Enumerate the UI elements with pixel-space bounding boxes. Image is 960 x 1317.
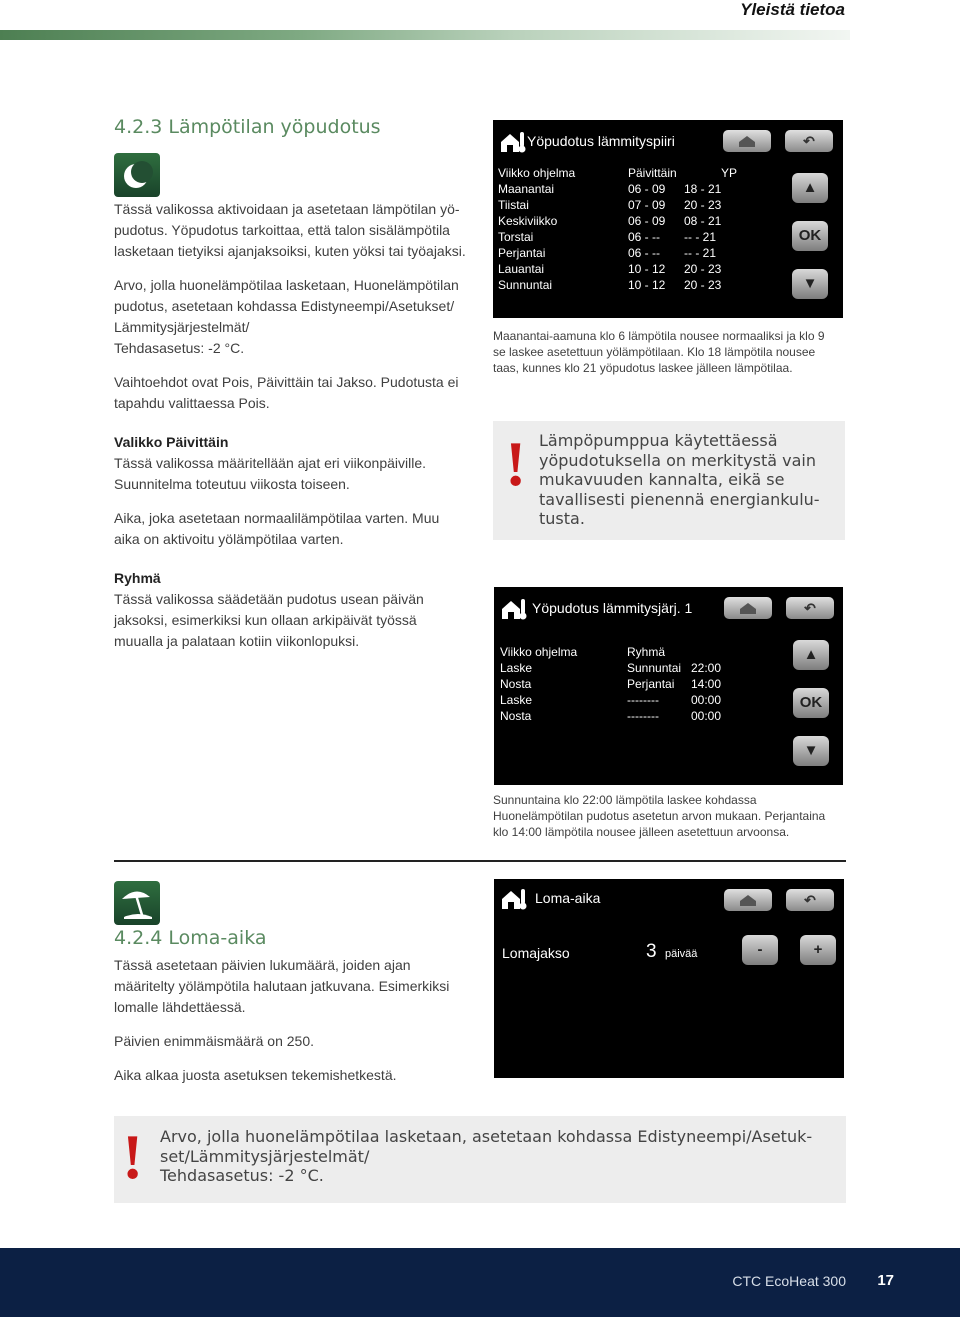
schedule-cell-b: -- - 21	[684, 230, 717, 244]
back-button[interactable]	[786, 889, 834, 911]
text-line: Tässä valikossa määritellään ajat eri viikonpäiville.	[114, 455, 427, 471]
moon-icon	[114, 153, 160, 197]
house-icon	[737, 134, 757, 148]
group-cell-day: Sunnuntai	[627, 661, 682, 675]
schedule-cell-b: 20 - 23	[684, 278, 722, 292]
text-line: lasketaan tietyiksi ajanjaksoiksi, kuten yöksi tai työajaksi.	[114, 243, 466, 259]
subheading-group: Ryhmä	[114, 570, 161, 586]
footer-brand: CTC EcoHeat 300	[732, 1273, 846, 1289]
schedule-cell-day: Sunnuntai	[498, 278, 553, 292]
home-button[interactable]	[724, 889, 772, 911]
caption-line: Huonelämpötilan pudotus asetetun arvon mukaan. Perjantaina	[493, 809, 826, 823]
schedule-cell-day: Tiistai	[498, 198, 529, 212]
caption-line: se laskee asetettuun yölämpötilaan. Klo 18 lämpötila nousee	[493, 345, 816, 359]
caption-group	[493, 792, 845, 840]
caption-line: klo 14:00 lämpötila nousee jälleen asetettuun arvoonsa.	[493, 825, 790, 839]
group-cell-day: --------	[627, 693, 659, 707]
text-line: muualla ja palataan kotiin viikonlopuksi.	[114, 633, 360, 649]
house-icon	[738, 601, 758, 615]
schedule-cell-b: 08 - 21	[684, 214, 722, 228]
schedule-cell-a: 06 - 09	[628, 182, 666, 196]
grid-header-left: Viikko ohjelma	[498, 166, 576, 180]
group-cell-label: Laske	[500, 661, 533, 675]
screen-title: Loma-aika	[535, 890, 601, 906]
screen-nightsetback-group	[494, 587, 843, 785]
header-green-bar	[0, 30, 850, 40]
text-line: Aika, joka asetetaan normaalilämpötilaa varten. Muu	[114, 510, 440, 526]
group-cell-time: 22:00	[691, 661, 722, 675]
grid-header-right: YP	[721, 166, 738, 180]
group-cell-day: Perjantai	[627, 677, 675, 691]
screen-header	[494, 587, 843, 627]
text-line: tapahdu valittaessa Pois.	[114, 395, 270, 411]
down-button[interactable]: ▼	[793, 736, 829, 766]
schedule-cell-day: Maanantai	[498, 182, 555, 196]
grid-header-mid: Ryhmä	[627, 645, 666, 659]
note-box-heatpump	[493, 421, 845, 540]
screen-holiday	[494, 879, 844, 1078]
ok-button[interactable]: OK	[792, 221, 828, 251]
ok-button[interactable]: OK	[793, 688, 829, 718]
subheading-daily: Valikko Päivittäin	[114, 434, 229, 450]
caption-line: Maanantai-aamuna klo 6 lämpötila nousee normaaliksi ja klo 9	[493, 329, 825, 343]
up-button[interactable]: ▲	[792, 173, 828, 203]
schedule-cell-a: 07 - 09	[628, 198, 666, 212]
text-line: pudotus, asetetaan kohdassa Edistyneempi/Asetukset/	[114, 298, 455, 314]
text-line: Tässä valikossa aktivoidaan ja asetetaan lämpötilan yö-	[114, 201, 460, 217]
text-line: Arvo, jolla huonelämpötilaa lasketaan, Huonelämpötilan	[114, 277, 459, 293]
note-text	[539, 431, 820, 529]
screen-nightsetback-daily	[493, 120, 843, 318]
plus-button[interactable]: +	[800, 935, 836, 965]
back-button[interactable]: ↶	[786, 597, 834, 619]
warning-icon: !	[122, 1121, 144, 1192]
text-line: Aika alkaa juosta asetuksen tekemishetkestä.	[114, 1067, 397, 1083]
warning-icon: !	[505, 428, 527, 499]
beach-umbrella-icon	[114, 881, 160, 925]
text-line: Tässä valikossa säädetään pudotus usean päivän	[114, 591, 424, 607]
group-cell-label: Laske	[500, 693, 533, 707]
text-line: Lämmitysjärjestelmät/	[114, 319, 250, 335]
page-footer	[0, 1248, 960, 1317]
note-line: yöpudotuksella on merkitystä vain	[539, 450, 816, 470]
schedule-cell-day: Torstai	[498, 230, 534, 244]
minus-button[interactable]: -	[742, 935, 778, 965]
home-button[interactable]	[724, 597, 772, 619]
page-number: 17	[877, 1272, 894, 1289]
schedule-cell-b: 18 - 21	[684, 182, 722, 196]
note-line: Arvo, jolla huonelämpötilaa lasketaan, asetetaan kohdassa Edistyneempi/Asetuk-	[160, 1127, 813, 1146]
holiday-value: 3	[646, 941, 657, 962]
schedule-cell-day: Lauantai	[498, 262, 545, 276]
text-line: määritelty yölämpötila halutaan jatkuvana. Esimerkiksi	[114, 978, 450, 994]
schedule-cell-a: 06 - 09	[628, 214, 666, 228]
text-line: jaksoksi, esimerkiksi kun ollaan arkipäivät työssä	[114, 612, 417, 628]
note-line: tavallisesti pienennä energiankulu-	[539, 489, 820, 509]
house-thermometer-icon	[500, 887, 528, 911]
schedule-cell-day: Perjantai	[498, 246, 546, 260]
holiday-label: Lomajakso	[502, 945, 570, 961]
screen-title: Yöpudotus lämmitysjärj. 1	[532, 600, 693, 616]
caption-daily	[493, 328, 845, 376]
house-thermometer-icon	[499, 130, 527, 154]
screen-header	[494, 879, 844, 919]
group-cell-day: --------	[627, 709, 659, 723]
grid-header-mid: Päivittäin	[628, 166, 677, 180]
schedule-cell-b: 20 - 23	[684, 198, 722, 212]
section-title-holiday: 4.2.4 Loma-aika	[114, 927, 267, 949]
caption-line: taas, kunnes klo 21 yöpudotus laskee jälleen lämpötilaa.	[493, 361, 793, 375]
back-button[interactable]: ↶	[785, 130, 833, 152]
text-line: Päivien enimmäismäärä on 250.	[114, 1033, 314, 1049]
section-424-body	[114, 955, 474, 1086]
section-title-nightsetback: 4.2.3 Lämpötilan yöpudotus	[114, 116, 381, 138]
text-line: lomalle lähdettäessä.	[114, 999, 246, 1015]
screen-header	[493, 120, 843, 160]
house-thermometer-icon	[500, 597, 528, 621]
text-line: Suunnitelma toteutuu viikosta toiseen.	[114, 476, 350, 492]
page-section-title: Yleistä tietoa	[740, 0, 845, 19]
schedule-cell-a: 10 - 12	[628, 262, 666, 276]
back-arrow-icon: ↶	[804, 892, 816, 908]
home-button[interactable]	[723, 130, 771, 152]
note-line: set/Lämmitysjärjestelmät/	[160, 1146, 370, 1166]
caption-line: Sunnuntaina klo 22:00 lämpötila laskee kohdassa	[493, 793, 757, 807]
note-box-factory-setting	[114, 1116, 846, 1203]
note-text	[160, 1127, 812, 1186]
section-423-body	[114, 199, 474, 652]
note-line: tusta.	[539, 509, 585, 528]
house-icon	[738, 893, 758, 907]
text-line: aika on aktivoitu yölämpötilaa varten.	[114, 531, 344, 547]
group-cell-label: Nosta	[500, 709, 532, 723]
grid-header-left: Viikko ohjelma	[500, 645, 578, 659]
screen-title: Yöpudotus lämmityspiiri	[527, 133, 675, 149]
group-cell-time: 14:00	[691, 677, 722, 691]
schedule-cell-a: 10 - 12	[628, 278, 666, 292]
note-line: Tehdasasetus: -2 °C.	[160, 1166, 324, 1185]
group-cell-label: Nosta	[500, 677, 532, 691]
group-cell-time: 00:00	[691, 693, 722, 707]
section-divider	[114, 860, 846, 862]
schedule-cell-b: -- - 21	[684, 246, 717, 260]
up-button[interactable]: ▲	[793, 640, 829, 670]
group-cell-time: 00:00	[691, 709, 722, 723]
text-line: Tässä asetetaan päivien lukumäärä, joiden ajan	[114, 957, 411, 973]
down-button[interactable]: ▼	[792, 269, 828, 299]
schedule-cell-a: 06 - --	[628, 246, 661, 260]
schedule-cell-day: Keskiviikko	[498, 214, 558, 228]
text-line: pudotus. Yöpudotus tarkoittaa, että talon sisälämpötila	[114, 222, 450, 238]
note-line: Lämpöpumppua käytettäessä	[539, 431, 778, 450]
holiday-unit: päivää	[665, 948, 698, 960]
text-line: Vaihtoehdot ovat Pois, Päivittäin tai Jakso. Pudotusta ei	[114, 374, 459, 390]
schedule-cell-b: 20 - 23	[684, 262, 722, 276]
text-line: Tehdasasetus: -2 °C.	[114, 340, 245, 356]
note-line: mukavuuden kannalta, eikä se	[539, 470, 785, 489]
schedule-cell-a: 06 - --	[628, 230, 661, 244]
